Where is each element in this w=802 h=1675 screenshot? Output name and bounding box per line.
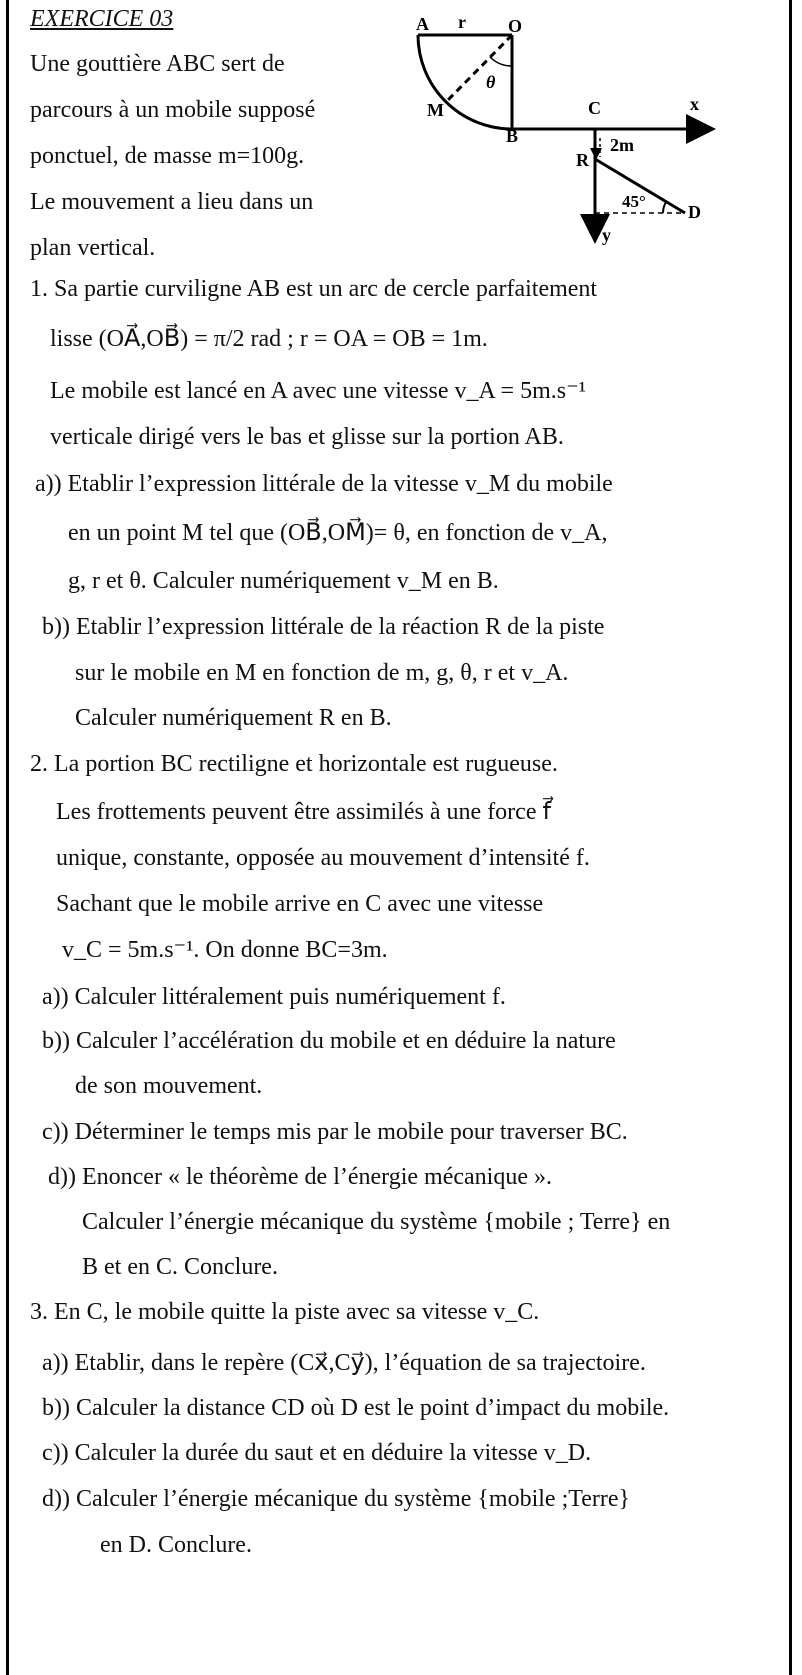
q2-line-1: 2. La portion BC rectiligne et horizontale est rugueuse. — [30, 751, 558, 777]
label-d: D — [688, 202, 701, 222]
label-o: O — [508, 16, 523, 36]
radius-om — [448, 35, 512, 100]
trajectory-figure — [416, 0, 750, 270]
q2c-line: c)) Déterminer le temps mis par le mobile pour traverser BC. — [42, 1119, 628, 1145]
label-a: A — [416, 14, 429, 34]
intro-line-4: Le mouvement a lieu dans un — [30, 189, 314, 215]
label-c: C — [588, 98, 601, 118]
q3b-line: b)) Calculer la distance CD où D est le point d’impact du mobile. — [42, 1395, 670, 1421]
q1a-line-2: en un point M tel que (OB⃗,OM⃗)= θ, en fonction de v_A, — [68, 520, 608, 546]
q1a-line-1: a)) Etablir l’expression littérale de la vitesse v_M du mobile — [35, 471, 613, 497]
q2d-line-2: Calculer l’énergie mécanique du système {mobile ; Terre} en — [82, 1209, 671, 1235]
exercise-title: EXERCICE 03 — [30, 6, 174, 32]
intro-line-5: plan vertical. — [30, 235, 156, 261]
intro-line-1: Une gouttière ABC sert de — [30, 51, 285, 77]
intro-line-2: parcours à un mobile supposé — [30, 97, 316, 123]
q2b-line-1: b)) Calculer l’accélération du mobile et en déduire la nature — [42, 1028, 616, 1054]
label-r: r — [458, 12, 466, 32]
label-theta: θ — [486, 72, 496, 92]
q1-line-4: verticale dirigé vers le bas et glisse sur la portion AB. — [50, 424, 564, 450]
label-b: B — [506, 126, 519, 146]
q2-line-4: Sachant que le mobile arrive en C avec une vitesse — [56, 891, 544, 917]
q1-line-2: lisse (OA⃗,OB⃗) = π/2 rad ; r = OA = OB = 1m. — [50, 326, 488, 352]
q1a-line-3: g, r et θ. Calculer numériquement v_M en B. — [68, 568, 499, 594]
q1-line-3: Le mobile est lancé en A avec une vitesse v_A = 5m.s⁻¹ — [50, 378, 586, 404]
q1b-line-3: Calculer numériquement R en B. — [75, 705, 392, 731]
label-2m: 2m — [610, 135, 634, 155]
intro-line-3: ponctuel, de masse m=100g. — [30, 143, 305, 169]
q2-line-2: Les frottements peuvent être assimilés à une force f⃗ — [56, 799, 551, 825]
q3d-line-1: d)) Calculer l’énergie mécanique du système {mobile ;Terre} — [42, 1486, 631, 1512]
label-r-point: R — [576, 150, 589, 170]
q3c-line: c)) Calculer la durée du saut et en déduire la vitesse v_D. — [42, 1440, 592, 1466]
label-y: y — [602, 225, 611, 245]
q2a-line: a)) Calculer littéralement puis numériquement f. — [42, 984, 506, 1010]
q3a-line: a)) Etablir, dans le repère (Cx⃗,Cy⃗), l’équation de sa trajectoire. — [42, 1350, 646, 1376]
q2d-line-3: B et en C. Conclure. — [82, 1254, 278, 1280]
q3d-line-2: en D. Conclure. — [100, 1532, 252, 1558]
label-m: M — [427, 100, 444, 120]
q2d-line-1: d)) Enoncer « le théorème de l’énergie mécanique ». — [48, 1164, 552, 1190]
angle-arc — [663, 202, 666, 213]
q1b-line-2: sur le mobile en M en fonction de m, g, θ, r et v_A. — [75, 660, 569, 686]
q2b-line-2: de son mouvement. — [75, 1073, 263, 1099]
q2-line-3: unique, constante, opposée au mouvement d’intensité f. — [56, 845, 590, 871]
label-angle: 45° — [622, 192, 646, 211]
q3-line-1: 3. En C, le mobile quitte la piste avec sa vitesse v_C. — [30, 1299, 540, 1325]
q2-line-5: v_C = 5m.s⁻¹. On donne BC=3m. — [62, 937, 388, 963]
q1b-line-1: b)) Etablir l’expression littérale de la réaction R de la piste — [42, 614, 605, 640]
q1-line-1: 1. Sa partie curviligne AB est un arc de cercle parfaitement — [30, 276, 598, 302]
theta-arc — [490, 57, 512, 66]
label-x: x — [690, 94, 699, 114]
